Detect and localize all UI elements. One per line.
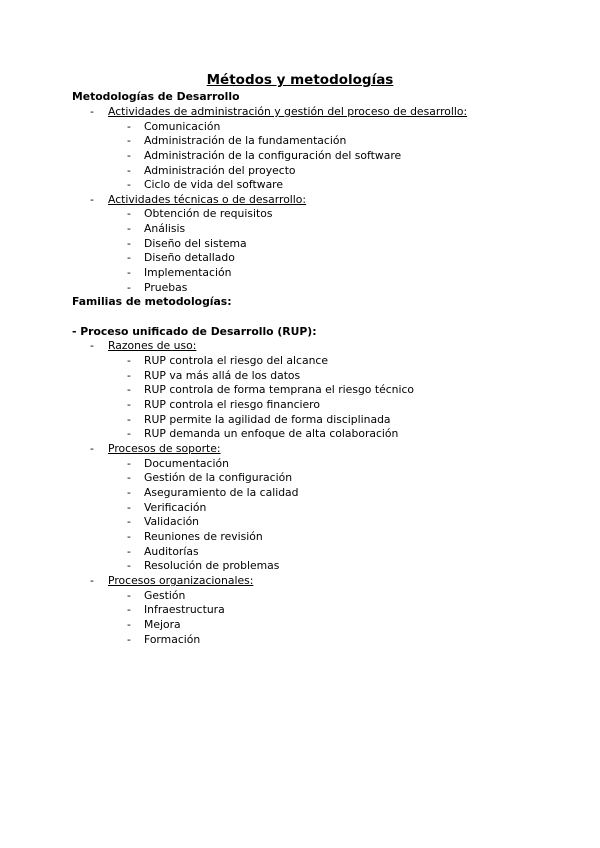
list-item: Infraestructura [144, 603, 225, 616]
list-bullet: - [127, 266, 131, 279]
list-bullet: - [127, 559, 131, 572]
list-bullet: - [127, 149, 131, 162]
list-bullet: - [127, 134, 131, 147]
list-bullet: - [127, 530, 131, 543]
list-item: Mejora [144, 618, 181, 631]
list-item: Pruebas [144, 281, 188, 294]
list-bullet: - [90, 442, 94, 455]
list-bullet: - [127, 383, 131, 396]
list-bullet: - [127, 471, 131, 484]
list-item: Implementación [144, 266, 232, 279]
list-bullet: - [127, 178, 131, 191]
list-bullet: - [127, 237, 131, 250]
list-item: Verificación [144, 501, 207, 514]
group-label: Actividades técnicas o de desarrollo: [108, 193, 307, 206]
list-item: Gestión de la configuración [144, 471, 293, 484]
list-bullet: - [90, 574, 94, 587]
list-bullet: - [127, 427, 131, 440]
list-item: Obtención de requisitos [144, 207, 273, 220]
list-item: Análisis [144, 222, 186, 235]
list-bullet: - [90, 193, 94, 206]
list-item: Administración de la fundamentación [144, 134, 347, 147]
section-heading-familias: Familias de metodologías: [72, 295, 232, 308]
group-label: Razones de uso: [108, 339, 197, 352]
list-item: Aseguramiento de la calidad [144, 486, 299, 499]
list-bullet: - [127, 501, 131, 514]
list-bullet: - [127, 354, 131, 367]
list-item: Diseño del sistema [144, 237, 247, 250]
list-item: Diseño detallado [144, 251, 235, 264]
list-bullet: - [127, 369, 131, 382]
list-item: RUP demanda un enfoque de alta colaboración [144, 427, 399, 440]
list-bullet: - [127, 633, 131, 646]
list-bullet: - [127, 589, 131, 602]
list-bullet: - [127, 398, 131, 411]
list-item: RUP permite la agilidad de forma disciplinada [144, 413, 391, 426]
list-bullet: - [127, 486, 131, 499]
subsection-heading-rup: - Proceso unificado de Desarrollo (RUP): [72, 325, 317, 338]
list-item: Ciclo de vida del software [144, 178, 284, 191]
list-item: Formación [144, 633, 201, 646]
list-bullet: - [90, 105, 94, 118]
group-label: Procesos organizacionales: [108, 574, 254, 587]
list-item: RUP controla el riesgo del alcance [144, 354, 329, 367]
list-bullet: - [127, 413, 131, 426]
list-bullet: - [127, 281, 131, 294]
list-item: Administración del proyecto [144, 164, 296, 177]
list-item: Validación [144, 515, 200, 528]
list-item: Comunicación [144, 120, 221, 133]
list-item: Documentación [144, 457, 229, 470]
list-bullet: - [127, 618, 131, 631]
list-bullet: - [127, 207, 131, 220]
list-item: Administración de la configuración del software [144, 149, 402, 162]
list-item: RUP va más allá de los datos [144, 369, 301, 382]
list-bullet: - [127, 545, 131, 558]
list-bullet: - [127, 164, 131, 177]
list-item: Resolución de problemas [144, 559, 280, 572]
list-item: Reuniones de revisión [144, 530, 263, 543]
list-bullet: - [90, 339, 94, 352]
list-bullet: - [127, 603, 131, 616]
list-bullet: - [127, 457, 131, 470]
section-heading-metodologias: Metodologías de Desarrollo [72, 90, 240, 103]
list-bullet: - [127, 251, 131, 264]
list-item: RUP controla de forma temprana el riesgo técnico [144, 383, 415, 396]
group-label: Procesos de soporte: [108, 442, 221, 455]
list-bullet: - [127, 120, 131, 133]
list-item: Gestión [144, 589, 186, 602]
list-item: Auditorías [144, 545, 199, 558]
list-bullet: - [127, 515, 131, 528]
list-bullet: - [127, 222, 131, 235]
list-item: RUP controla el riesgo financiero [144, 398, 320, 411]
page-title: Métodos y metodologías [206, 72, 394, 88]
group-label: Actividades de administración y gestión del proceso de desarrollo: [108, 105, 468, 118]
